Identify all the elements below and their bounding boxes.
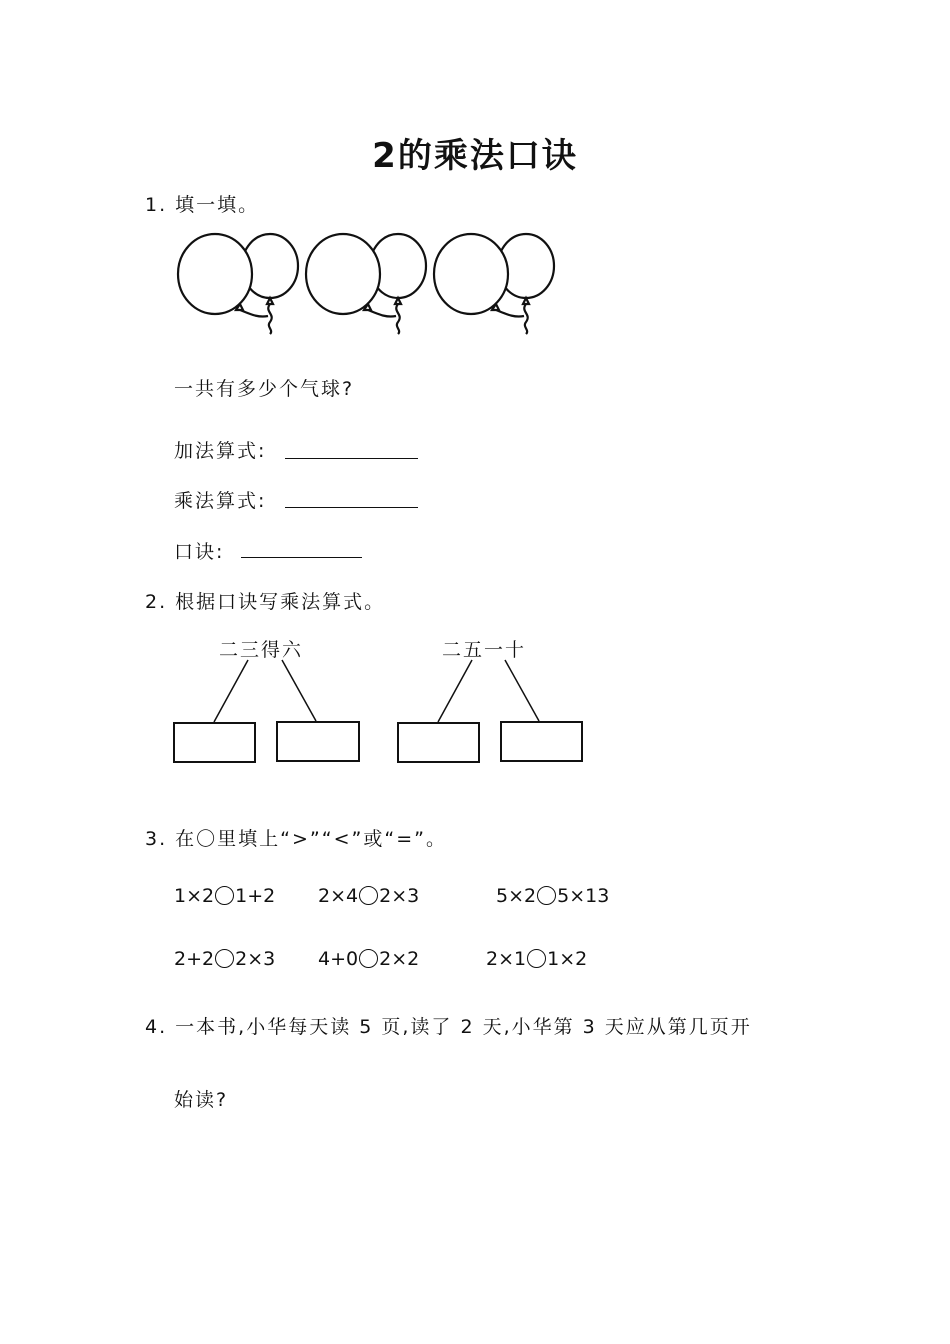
answer-circle[interactable] xyxy=(359,949,378,968)
comparison-left: 4+0 xyxy=(318,948,359,970)
comparison-item xyxy=(318,885,419,907)
rhyme-a-text: 二三得六 xyxy=(219,639,304,661)
comparison-right: 5×13 xyxy=(557,885,610,907)
answer-circle[interactable] xyxy=(359,886,378,905)
rhyme-label: 口诀: xyxy=(174,541,225,563)
comparison-item xyxy=(174,948,275,970)
addition-label: 加法算式: xyxy=(174,440,267,462)
answer-box-b2[interactable] xyxy=(500,721,583,762)
comparison-left: 2+2 xyxy=(174,948,215,970)
comparison-left: 5×2 xyxy=(496,885,537,907)
question-4-label: 4. 一本书,小华每天读 5 页,读了 2 天,小华第 3 天应从第几页开 xyxy=(145,1016,752,1038)
question-1-label: 1. 填一填。 xyxy=(145,194,260,216)
comparison-right: 2×3 xyxy=(379,885,420,907)
comparison-item xyxy=(496,885,609,907)
question-3-label: 3. 在〇里填上“>”“<”或“=”。 xyxy=(145,828,447,850)
answer-box-a1[interactable] xyxy=(173,722,256,763)
page-title: 2的乘法口诀 xyxy=(372,136,578,176)
comparison-item xyxy=(486,948,587,970)
question-2-label: 2. 根据口诀写乘法算式。 xyxy=(145,591,386,613)
comparison-right: 1×2 xyxy=(547,948,588,970)
answer-box-b1[interactable] xyxy=(397,722,480,763)
multiplication-label: 乘法算式: xyxy=(174,490,267,512)
comparison-right: 1+2 xyxy=(235,885,276,907)
question-1-prompt: 一共有多少个气球? xyxy=(174,378,355,400)
question-4-continuation: 始读? xyxy=(174,1089,229,1111)
answer-circle[interactable] xyxy=(215,949,234,968)
comparison-left: 2×4 xyxy=(318,885,359,907)
comparison-left: 2×1 xyxy=(486,948,527,970)
answer-circle[interactable] xyxy=(215,886,234,905)
comparison-item xyxy=(318,948,419,970)
rhyme-b-text: 二五一十 xyxy=(442,639,527,661)
comparison-right: 2×3 xyxy=(235,948,276,970)
answer-circle[interactable] xyxy=(527,949,546,968)
comparison-right: 2×2 xyxy=(379,948,420,970)
comparison-item xyxy=(174,885,275,907)
answer-circle[interactable] xyxy=(537,886,556,905)
answer-box-a2[interactable] xyxy=(276,721,360,762)
comparison-left: 1×2 xyxy=(174,885,215,907)
